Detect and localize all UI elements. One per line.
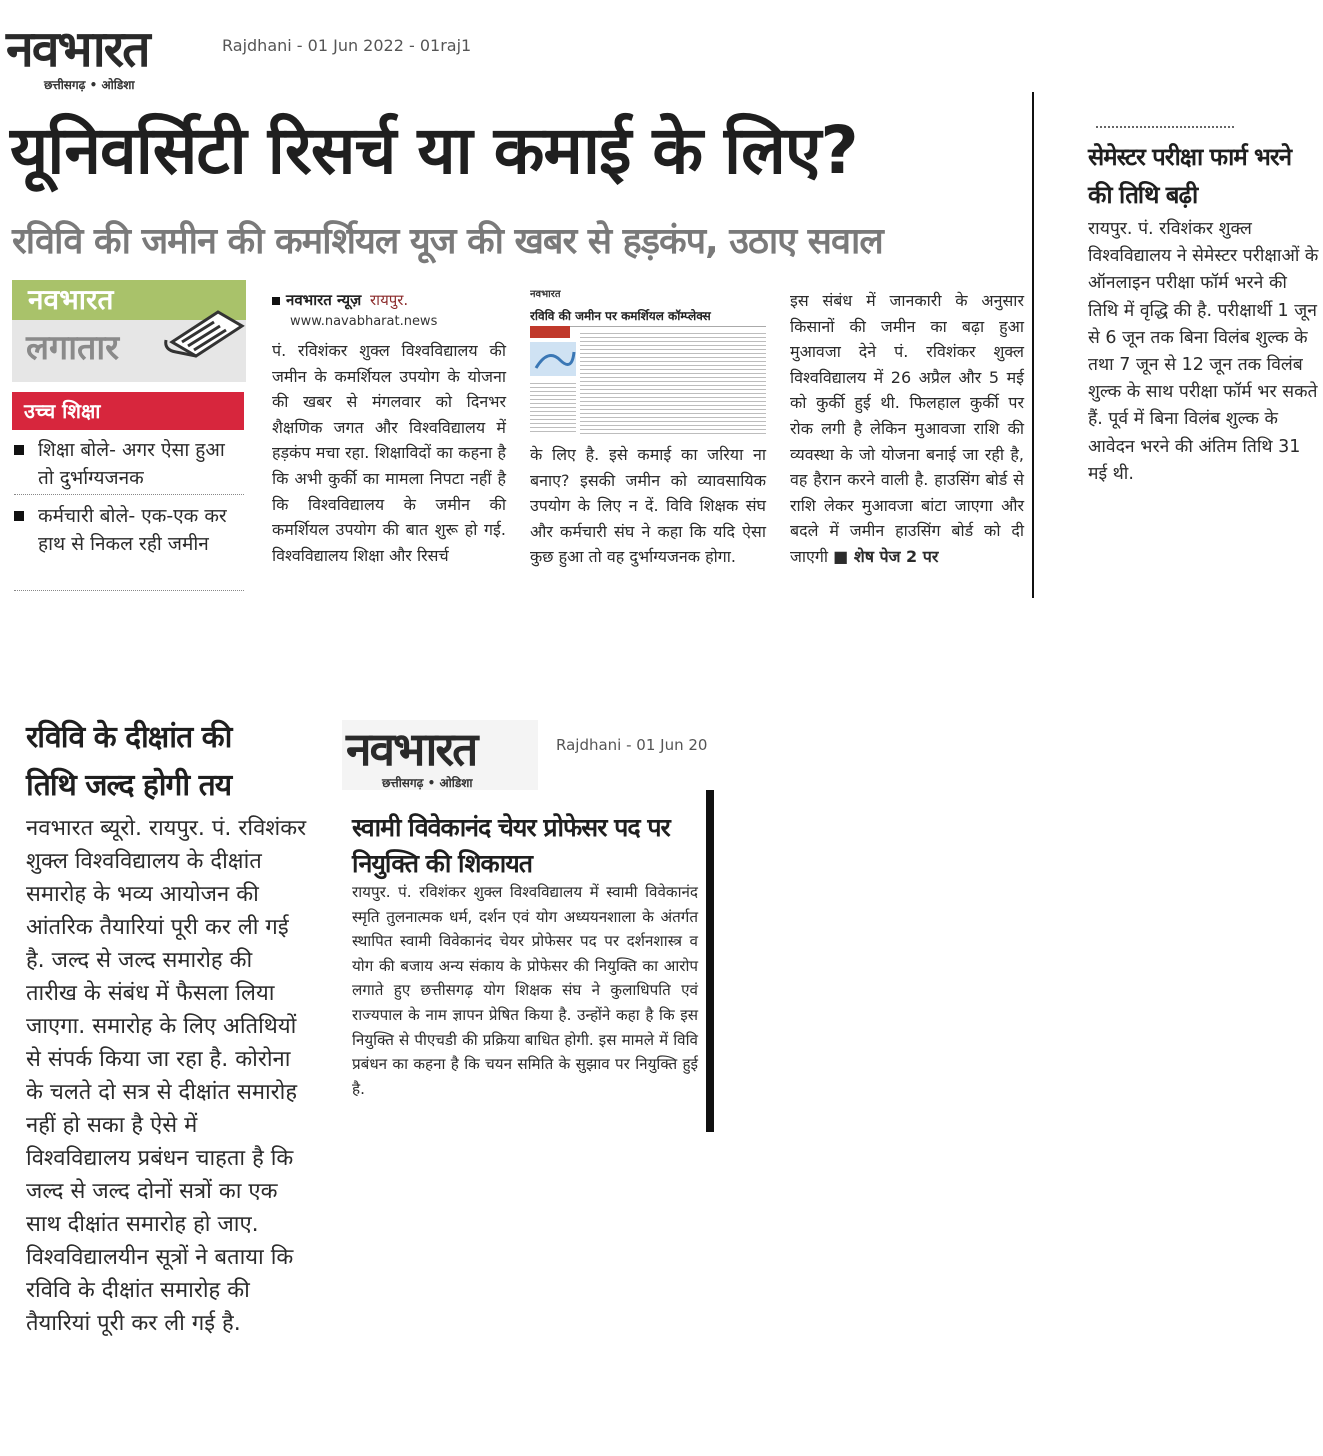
inset-map-image <box>530 342 576 376</box>
right-headline: सेमेस्टर परीक्षा फार्म भरने की तिथि बढ़ी <box>1088 143 1292 209</box>
point-1-text: शिक्षा बोले- अगर ऐसा हुआ तो दुर्भाग्यजनक <box>38 439 225 489</box>
sub-headline: रविवि की जमीन की कमर्शियल यूज की खबर से हड़कंप, उठाए सवाल <box>12 221 883 262</box>
middle-headline: स्वामी विवेकानंद चेयर प्रोफेसर पद पर नियुक्ति की शिकायत <box>352 813 670 878</box>
lagatar-label: लगातार <box>26 328 120 368</box>
point-2 <box>14 502 244 558</box>
inset-masthead: नवभारत <box>530 289 561 300</box>
inset-text-lines <box>580 330 766 434</box>
left-headline: रविवि के दीक्षांत की तिथि जल्द होगी तय <box>26 720 232 803</box>
masthead: नवभारत <box>6 19 149 78</box>
inset-text-lines <box>530 380 576 434</box>
point-1 <box>14 436 244 496</box>
article-column-3 <box>790 288 1024 570</box>
newspaper-icon <box>162 302 246 362</box>
masthead: नवभारत <box>346 722 477 776</box>
bullet-icon <box>14 445 24 455</box>
point-divider <box>14 590 244 591</box>
clip-top-edge <box>1096 126 1234 128</box>
dateline: Rajdhani - 01 Jun 20 <box>556 736 708 754</box>
column-rule <box>706 790 714 1132</box>
masthead-subtitle: छत्तीसगढ़ • ओडिशा <box>382 776 473 790</box>
inset-thumbnail <box>530 286 766 434</box>
byline-row <box>272 290 508 310</box>
right-body: रायपुर. पं. रविशंकर शुक्ल विश्वविद्यालय ने सेमेस्टर परीक्षाओं के ऑनलाइन परीक्षा फॉर्म भरने की तिथि में वृद्धि की है. परीक्षार्थी 1 जून से 6 जून तक बिना विलंब शुल्क के तथा 7 जून से 12 जून तक विलंब शुल्क के साथ परीक्षा फॉर्म भर सकते हैं. पूर्व में बिना विलंब शुल्क के आवेदन भरने की अंतिम तिथि 31 मई थी. <box>1088 219 1319 484</box>
article-column-2: के लिए है. इसे कमाई का जरिया ना बनाए? इसकी जमीन को व्यावसायिक उपयोग के लिए न दें. विवि शिक्षक संघ और कर्मचारी संघ ने कहा कि यदि ऐसा कुछ हुआ तो वह दुर्भाग्यजनक होगा. <box>530 445 766 567</box>
article-column-1: पं. रविशंकर शुक्ल विश्वविद्यालय की जमीन के कमर्शियल उपयोग के योजना की खबर से मंगलवार को दिनभर शैक्षणिक जगत और विश्वविद्यालय में हड़कंप मचा रहा. शिक्षाविदों का कहना है कि अभी कुर्की का मामला निपटा नहीं है कि विश्वविद्यालय के जमीन की कमर्शियल उपयोग की बात शुरू हो गई. विश्वविद्यालय शिक्षा और रिसर्च <box>272 341 506 565</box>
byline-city: रायपुर. <box>370 291 409 309</box>
left-body: नवभारत ब्यूरो. रायपुर. पं. रविशंकर शुक्ल विश्वविद्यालय के दीक्षांत समारोह के भव्य आयोजन की आंतरिक तैयारियां पूरी कर ली गई है. जल्द से जल्द समारोह की तारीख के संबंध में फैसला लिया जाएगा. समारोह के लिए अतिथियों से संपर्क किया जा रहा है. कोरोना के चलते दो सत्र से दीक्षांत समारोह नहीं हो सका है ऐसे में विश्वविद्यालय प्रबंधन चाहता है कि जल्द से जल्द दोनों सत्रों का एक साथ दीक्षांत समारोह हो जाए. विश्वविद्यालयीन सूत्रों ने बताया कि रविवि के दीक्षांत समारोह की तैयारियां पूरी कर ली गई है. <box>26 816 307 1336</box>
inset-chart <box>530 326 570 338</box>
byline: नवभारत न्यूज़ <box>286 291 362 309</box>
lagatar-brand: नवभारत <box>12 280 246 320</box>
point-2-text: कर्मचारी बोले- एक-एक कर हाथ से निकल रही जमीन <box>38 505 227 555</box>
bullet-icon <box>14 511 24 521</box>
middle-body: रायपुर. पं. रविशंकर शुक्ल विश्वविद्यालय में स्वामी विवेकानंद स्मृति तुलनात्मक धर्म, दर्शन एवं योग अध्ययनशाला के अंतर्गत स्थापित स्वामी विवेकानंद चेयर प्रोफेसर पद पर दर्शनशास्त्र व योग की बजाय अन्य संकाय के प्रोफेसर की नियुक्ति का आरोप लगाते हुए छत्तीसगढ़ योग शिक्षक संघ ने कुलाधिपति एवं राज्यपाल के नाम ज्ञापन प्रेषित किया है. उन्होंने कहा है कि इस नियुक्ति से पीएचडी की प्रक्रिया बाधित होगी. इस मामले में विवि प्रबंधन का कहना है कि चयन समिति के सुझाव पर नियुक्ति हुई है. <box>352 883 698 1098</box>
bullet-icon <box>272 297 280 305</box>
column-rule <box>1032 92 1034 598</box>
main-headline: यूनिवर्सिटी रिसर्च या कमाई के लिए? <box>10 112 858 189</box>
dateline: Rajdhani - 01 Jun 2022 - 01raj1 <box>222 36 472 55</box>
point-divider <box>14 494 244 495</box>
masthead-subtitle: छत्तीसगढ़ • ओडिशा <box>44 78 135 92</box>
lagatar-box <box>12 280 246 382</box>
article-column-3-text: इस संबंध में जानकारी के अनुसार किसानों की जमीन का बढ़ा हुआ मुआवजा देने पं. रविशंकर शुक्ल विश्वविद्यालय में 26 अप्रैल और 5 मई को कुर्की हुई थी. फिलहाल कुर्की पर रोक लगी है लेकिन मुआवजा राशि की व्यवस्था के जो योजना बनाई जा रही है, वह हैरान करने वाली है. हाउसिंग बोर्ड से राशि लेकर मुआवजा बांटा जाएगा और बदले में जमीन हाउसिंग बोर्ड को दी जाएगी <box>790 291 1024 566</box>
inset-title: रविवि की जमीन पर कमर्शियल कॉम्प्लेक्स <box>530 306 766 327</box>
website: www.navabharat.news <box>290 314 438 329</box>
category-banner: उच्च शिक्षा <box>12 392 244 430</box>
continue-marker: ■ शेष पेज 2 पर <box>833 546 939 566</box>
